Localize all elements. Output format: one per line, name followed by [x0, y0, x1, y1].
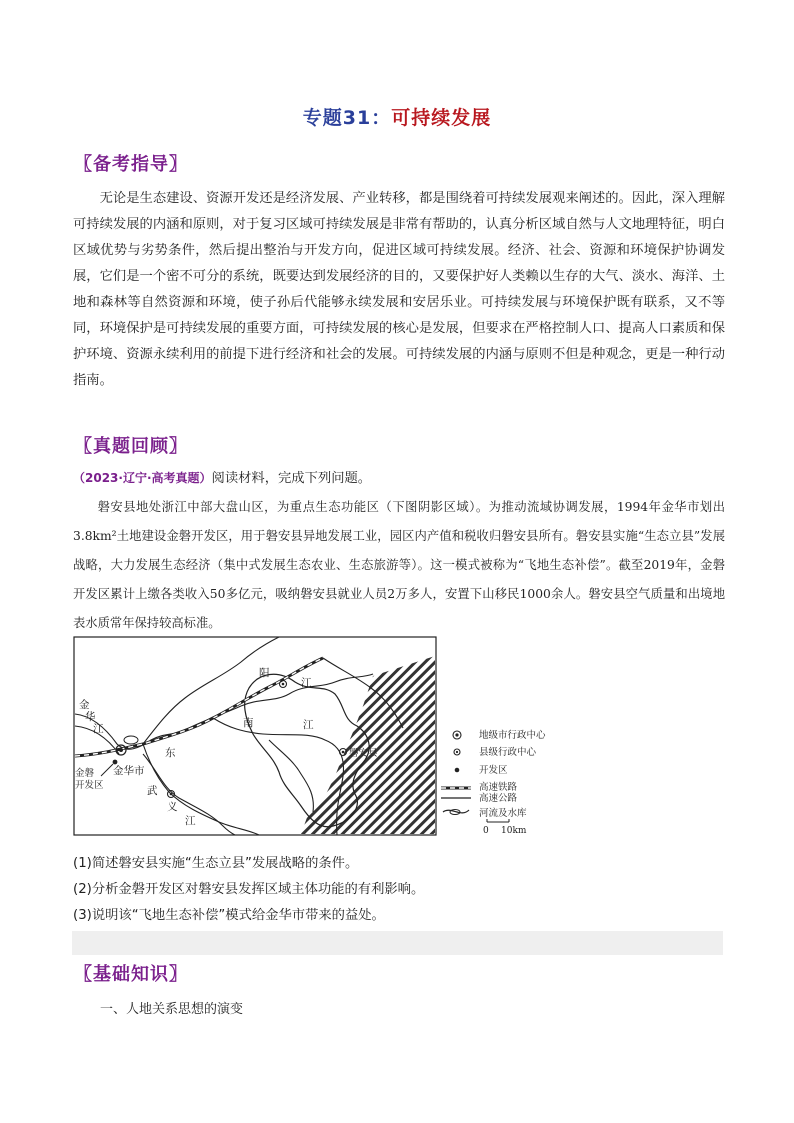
page-title — [0, 103, 794, 130]
label-dong: 东 — [165, 747, 176, 759]
exam-source-line — [73, 467, 371, 486]
legend-label-3: 高速铁路 — [479, 782, 518, 793]
prefecture-center-dot — [119, 748, 123, 752]
label-yang: 阳 — [259, 667, 270, 679]
legend-label-0: 地级市行政中心 — [479, 730, 546, 741]
exam-instruction: 阅读材料，完成下列问题。 — [211, 471, 372, 486]
label-jiang1: 江 — [93, 723, 104, 735]
county-marker-south-dot — [170, 793, 173, 796]
scale-distance: 10km — [501, 826, 527, 836]
label-panan: 磐安县 — [349, 748, 378, 759]
label-jinpan-2: 开发区 — [75, 780, 104, 791]
legend-label-1: 县级行政中心 — [479, 747, 537, 758]
basics-item-1: 一、人地关系思想的演变 — [100, 1002, 244, 1017]
label-jinpan-1: 金磐 — [75, 768, 95, 779]
map-figure — [73, 636, 553, 836]
exam-source: （2023·辽宁·高考真题） — [73, 471, 212, 485]
label-hua: 华 — [85, 711, 96, 723]
section-exam-heading: 〖真题回顾〗 — [74, 436, 188, 457]
title-main: 可持续发展 — [391, 107, 492, 129]
county-marker-north-dot — [282, 683, 285, 686]
label-nan: 南 — [243, 717, 254, 729]
section-basics-heading: 〖基础知识〗 — [74, 964, 188, 985]
label-jinhua-city: 金华市 — [113, 765, 145, 777]
answer-space-bar — [72, 931, 723, 955]
label-jin: 金 — [79, 699, 90, 711]
label-jiang4: 江 — [185, 815, 196, 827]
panan-county-dot — [342, 751, 345, 754]
legend-label-2: 开发区 — [479, 765, 508, 776]
question-3: (3)说明该“飞地生态补偿”模式给金华市带来的益处。 — [73, 908, 385, 923]
guide-paragraph: 无论是生态建设、资源开发还是经济发展、产业转移，都是围绕着可持续发展观来阐述的。因此，深入理解可持续发展的内涵和原则，对于复习区域可持续发展是非常有帮助的，认真分析区域自然与人文地理特征，明白区域优势与劣势条件，然后提出整治与开发方向，促进区域可持续发展。经济、社会、资源和环境保护协调发展，它们是一个密不可分的系统，既要达到发展经济的目的，又要保护好人类赖以生存的大气、淡水、海洋、土地和森林等自然资源和环境，使子孙后代能够永续发展和安居乐业。可持续发展与环境保护既有联系，又不等同，环境保护是可持续发展的重要方面，可持续发展的核心是发展，但要求在严格控制人口、提高人口素质和保护环境、资源永续利用的前提下进行经济和社会的发展。可持续发展的内涵与原则不但是种观念，更是一种行动指南。 — [73, 191, 725, 388]
legend-label-5: 河流及水库 — [479, 808, 527, 819]
map-legend — [441, 729, 546, 836]
label-yi: 义 — [167, 801, 178, 813]
exam-material: 磐安县地处浙江中部大盘山区，为重点生态功能区（下图阴影区域）。为推动流域协调发展，1994年金华市划出3.8km²土地建设金磐开发区，用于磐安县异地发展工业，园区内产值和税收归磐安县所有。磐安县实施“生态立县”发展战略，大力发展生态经济（集中式发展生态农业、生态旅游等）。这一模式被称为“飞地生态补偿”。截至2019年，金磐开发区累计上缴各类收入50多亿元，吸纳磐安县就业人员2万多人，安置下山移民1000余人。磐安县空气质量和出境地表水质常年保持较高标准。 — [73, 500, 725, 630]
question-1: (1)简述磐安县实施“生态立县”发展战略的条件。 — [73, 856, 359, 871]
map-svg — [73, 636, 553, 836]
scale-zero: 0 — [483, 826, 489, 836]
legend-label-4: 高速公路 — [479, 793, 518, 804]
label-jiang3: 江 — [303, 719, 314, 731]
question-2: (2)分析金磐开发区对磐安县发挥区域主体功能的有利影响。 — [73, 882, 425, 897]
label-wu: 武 — [147, 785, 158, 797]
title-prefix: 专题31： — [302, 107, 392, 129]
label-jiang2: 江 — [301, 677, 312, 689]
section-guide-heading: 〖备考指导〗 — [74, 154, 188, 175]
dev-zone-marker — [113, 760, 118, 765]
